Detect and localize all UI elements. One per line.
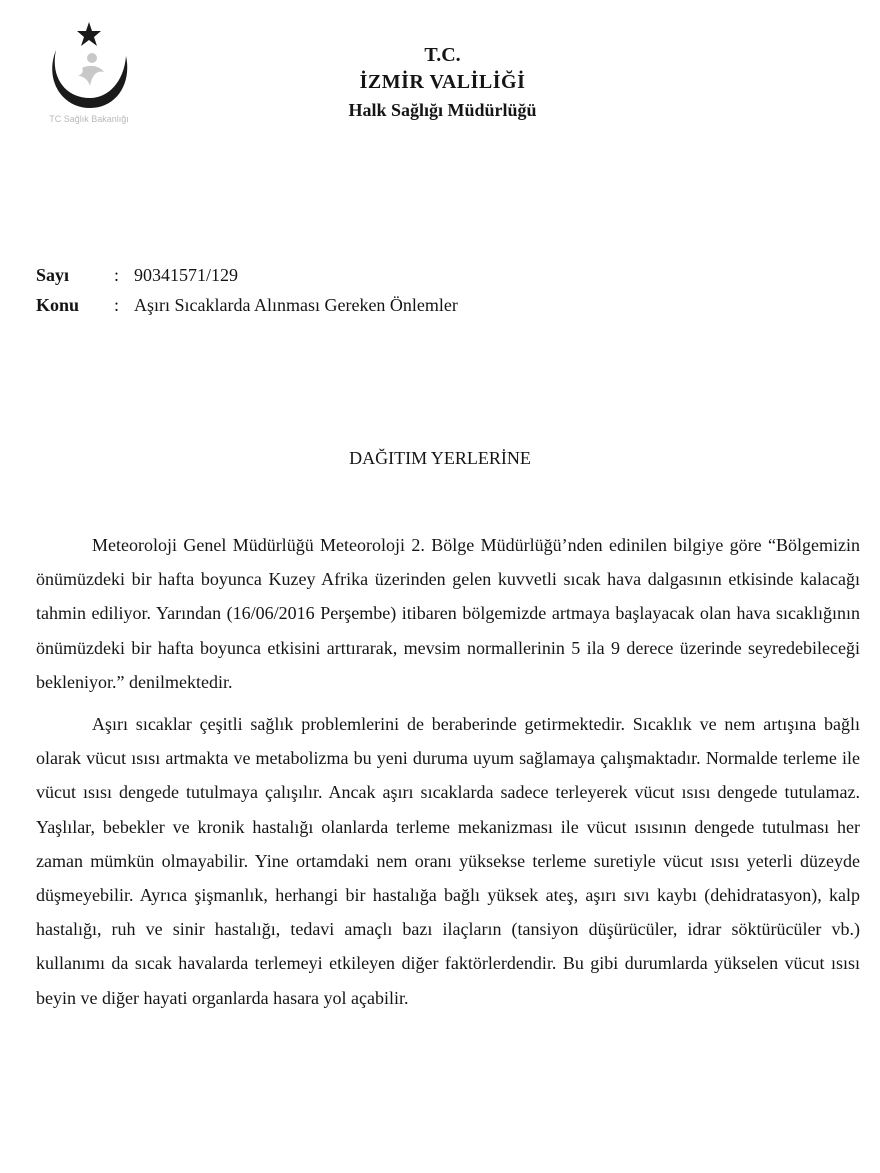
ministry-logo: [34, 20, 144, 132]
distribution-title: DAĞITIM YERLERİNE: [349, 448, 531, 468]
paragraph-weather-forecast: Meteoroloji Genel Müdürlüğü Meteoroloji 2. Bölge Müdürlüğü’nden edinilen bilgiye göre “Bölgemizin önümüzdeki bir hafta boyunca Kuzey Afrika üzerinden gelen kuvvetli sıcak hava dalgasının etkisinde kalacağı tahmin ediliyor. Yarından (16/06/2016 Perşembe) itibaren bölgemizde artmaya başlayacak olan hava sıcaklığının önümüzdeki bir hafta boyunca etkisini arttırarak, mevsim normallerinin 5 ila 9 derece üzerinde seyredebileceği bekleniyor.” denilmektedir.: [36, 535, 860, 692]
crescent-star-icon: [34, 20, 144, 114]
document-meta: [36, 260, 494, 320]
sayi-label: Sayı: [36, 265, 70, 285]
header-directorate: Halk Sağlığı Müdürlüğü: [348, 100, 537, 120]
header-governorship: İZMİR VALİLİĞİ: [359, 71, 526, 93]
meta-sayi-row: [36, 260, 494, 290]
konu-label: Konu: [36, 295, 80, 315]
figure-head-icon: [87, 53, 97, 63]
konu-separator: :: [114, 295, 120, 315]
konu-value: Aşırı Sıcaklarda Alınması Gereken Önlemler: [134, 295, 458, 315]
sayi-separator: :: [114, 265, 120, 285]
figure-body-icon: [78, 66, 104, 86]
sayi-value: 90341571/129: [134, 265, 239, 285]
meta-konu-row: [36, 290, 494, 320]
header-tc: T.C.: [424, 44, 461, 66]
star-icon: [77, 22, 101, 46]
letterhead: [300, 42, 585, 124]
letter-body: [36, 528, 860, 1015]
logo-caption: TC Sağlık Bakanlığı: [49, 114, 129, 124]
paragraph-health-effects: Aşırı sıcaklar çeşitli sağlık problemlerini de beraberinde getirmektedir. Sıcaklık ve nem artışına bağlı olarak vücut ısısı artmakta ve metabolizma bu yeni duruma uyum sağlamaya çalışmaktadır. Normalde terleme ile vücut ısısı dengede tutulmaya çalışılır. Ancak aşırı sıcaklarda sadece terleyerek vücut ısısı dengede tutulamaz. Yaşlılar, bebekler ve kronik hastalığı olanlarda terleme mekanizması ile vücut ısısının dengede tutulması her zaman mümkün olmayabilir. Yine ortamdaki nem oranı yüksekse terleme suretiyle vücut ısısı yeterli düzeyde düşmeyebilir. Ayrıca şişmanlık, herhangi bir hastalığa bağlı yüksek ateş, aşırı sıvı kaybı (dehidratasyon), kalp hastalığı, ruh ve sinir hastalığı, tedavi amaçlı bazı ilaçların (tansiyon düşürücüler, idrar söktürücüler vb.) kullanımı da sıcak havalarda terlemeyi etkileyen diğer faktörlerdendir. Bu gibi durumlarda yükselen vücut ısısı beyin ve diğer hayati organlarda hasara yol açabilir.: [36, 714, 860, 1008]
